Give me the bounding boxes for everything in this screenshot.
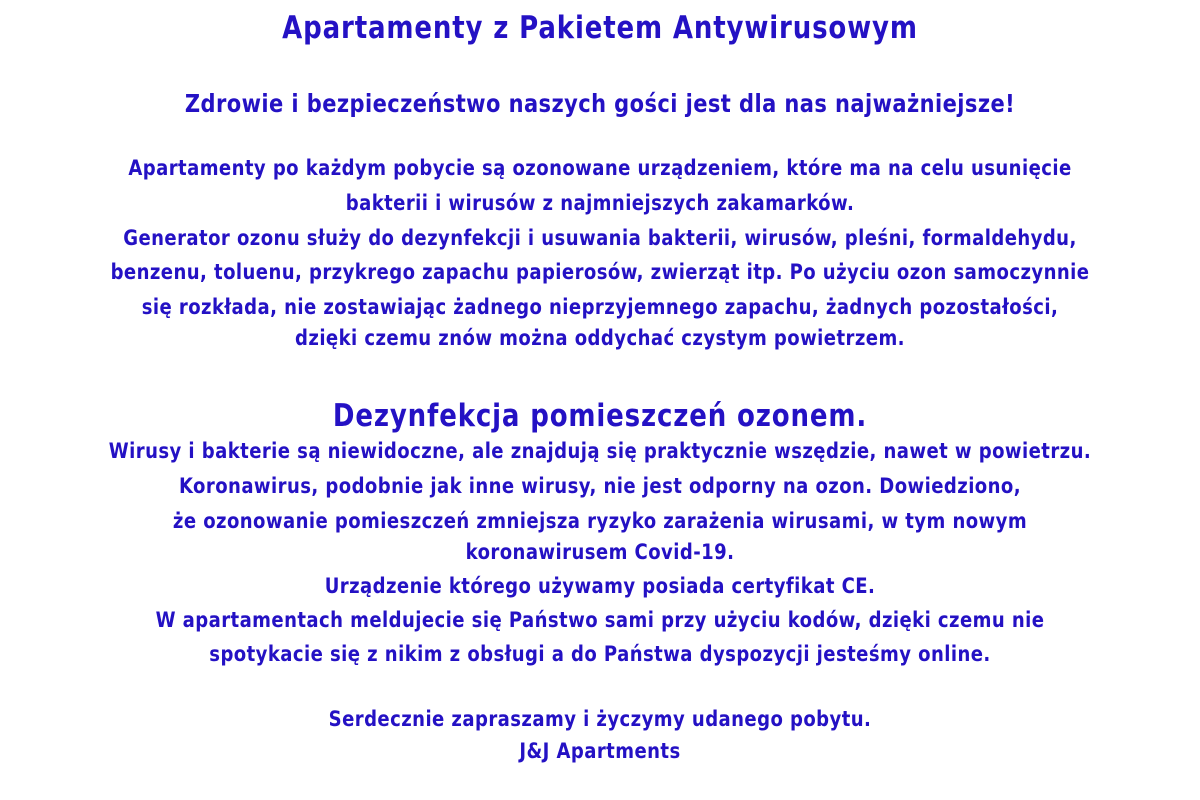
document-title: Apartamenty z Pakietem Antywirusowym <box>282 10 918 46</box>
section-heading: Dezynfekcja pomieszczeń ozonem. <box>332 398 868 434</box>
section-line: że ozonowanie pomieszczeń zmniejsza ryzyko zarażenia wirusami, w tym nowym <box>172 509 1028 534</box>
intro-line: benzenu, toluenu, przykrego zapachu papierosów, zwierząt itp. Po użyciu ozon samoczynnie <box>110 260 1090 285</box>
closing-line: Serdecznie zapraszamy i życzymy udanego pobytu. <box>328 707 872 732</box>
section-line: W apartamentach meldujecie się Państwo sami przy użyciu kodów, dzięki czemu nie <box>155 608 1045 633</box>
intro-line: dzięki czemu znów można oddychać czystym powietrzem. <box>295 326 905 351</box>
intro-line: Apartamenty po każdym pobycie są ozonowane urządzeniem, które ma na celu usunięcie <box>128 156 1072 181</box>
document-subtitle: Zdrowie i bezpieczeństwo naszych gości jest dla nas najważniejsze! <box>184 89 1016 118</box>
section-line: spotykacie się z nikim z obsługi a do Państwa dyspozycji jesteśmy online. <box>209 642 991 667</box>
signature: J&J Apartments <box>519 739 681 764</box>
section-line: Urządzenie którego używamy posiada certyfikat CE. <box>324 574 876 599</box>
section-line: koronawirusem Covid-19. <box>465 540 735 565</box>
section-line: Koronawirus, podobnie jak inne wirusy, nie jest odporny na ozon. Dowiedziono, <box>178 474 1022 499</box>
intro-line: się rozkłada, nie zostawiając żadnego nieprzyjemnego zapachu, żadnych pozostałości, <box>141 295 1059 320</box>
section-line: Wirusy i bakterie są niewidoczne, ale znajdują się praktycznie wszędzie, nawet w powietrzu. <box>108 439 1092 464</box>
intro-line: bakterii i wirusów z najmniejszych zakamarków. <box>345 191 855 216</box>
intro-line: Generator ozonu służy do dezynfekcji i usuwania bakterii, wirusów, pleśni, formaldehydu, <box>123 226 1077 251</box>
